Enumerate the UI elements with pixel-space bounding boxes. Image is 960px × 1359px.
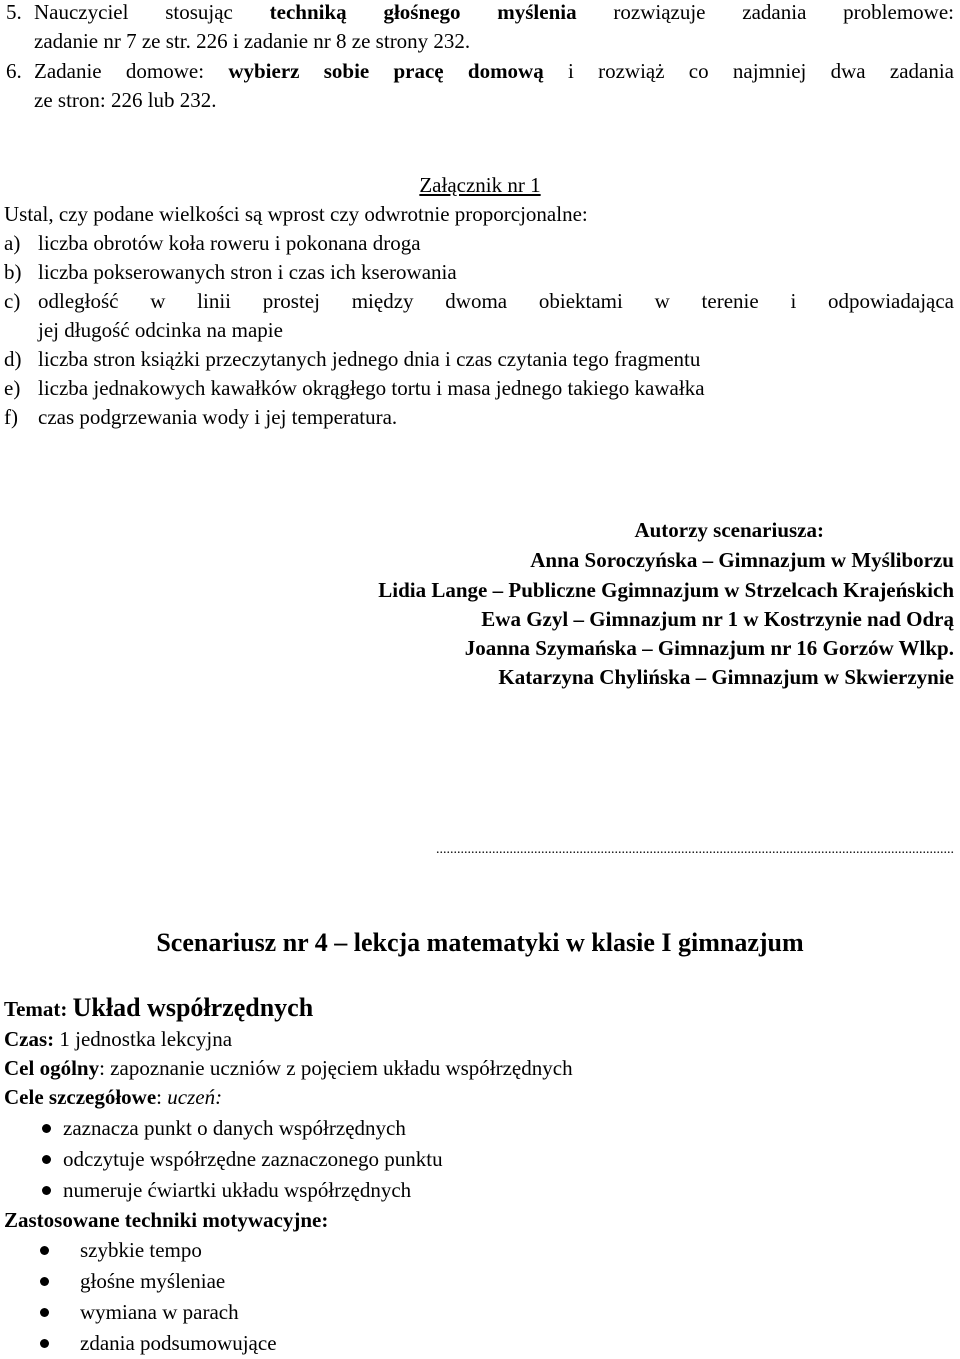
goal-value: : zapoznanie uczniów z pojęciem układu współrzędnych (99, 1056, 573, 1080)
annex-item-letter: d) (4, 347, 22, 371)
detailed-colon: : (156, 1085, 168, 1109)
authors-heading: Autorzy scenariusza: (634, 518, 824, 542)
list-item-6-line2: ze stron: 226 lub 232. (34, 88, 217, 112)
technique-item: szybkie tempo (80, 1238, 202, 1262)
author-line: Anna Soroczyńska – Gimnazjum w Myśliborzu (530, 548, 954, 572)
time-label: Czas: (4, 1027, 55, 1051)
time-value: 1 jednostka lekcyjna (54, 1027, 233, 1051)
bullet-icon (42, 1186, 51, 1195)
detailed-value: uczeń: (167, 1085, 223, 1109)
topic-label: Temat: (4, 997, 68, 1021)
annex-item-letter: a) (4, 231, 21, 255)
annex-item-letter: e) (4, 376, 21, 400)
list-number-5: 5. (6, 0, 22, 24)
annex-intro: Ustal, czy podane wielkości są wprost czy odwrotnie proporcjonalne: (4, 202, 588, 226)
annex-item-letter: f) (4, 405, 18, 429)
text-span: i rozwiąż co najmniej dwa zadania (543, 59, 954, 83)
goal-label: Cel ogólny (4, 1056, 100, 1080)
topic-line (4, 993, 313, 1023)
technique-item: zdania podsumowujące (80, 1331, 277, 1355)
annex-item-b: liczba pokserowanych stron i czas ich kserowania (38, 260, 457, 284)
author-line: Lidia Lange – Publiczne Ggimnazjum w Strzelcach Krajeńskich (378, 578, 954, 602)
technique-item: wymiana w parach (80, 1300, 239, 1324)
detailed-item: zaznacza punkt o danych współrzędnych (63, 1116, 406, 1140)
goal-line (4, 1056, 573, 1081)
text-span: Zadanie domowe: (34, 59, 229, 83)
annex-item-f: czas podgrzewania wody i jej temperatura. (38, 405, 398, 429)
detailed-item: odczytuje współrzędne zaznaczonego punktu (63, 1147, 443, 1171)
topic-value: Układ współrzędnych (72, 993, 314, 1022)
annex-item-c-cont: jej długość odcinka na mapie (38, 318, 283, 342)
list-number-6: 6. (6, 59, 22, 83)
detailed-label: Cele szczegółowe (4, 1085, 157, 1109)
detailed-item: numeruje ćwiartki układu współrzędnych (63, 1178, 412, 1202)
list-item-6-line1 (34, 59, 954, 84)
bullet-icon (42, 1155, 51, 1164)
author-line: Katarzyna Chylińska – Gimnazjum w Skwierzynie (498, 665, 954, 689)
annex-item-a: liczba obrotów koła roweru i pokonana droga (38, 231, 421, 255)
text-span: Nauczyciel stosując (34, 0, 270, 24)
scenario-title: Scenariusz nr 4 – lekcja matematyki w klasie I gimnazjum (156, 928, 804, 957)
time-line (4, 1027, 232, 1052)
bullet-icon (40, 1277, 49, 1286)
bullet-icon (40, 1246, 49, 1255)
emphasis-span: wybierz sobie pracę domową (228, 59, 544, 83)
author-line: Ewa Gzyl – Gimnazjum nr 1 w Kostrzynie nad Odrą (481, 607, 954, 631)
text-span: rozwiązuje zadania problemowe: (576, 0, 954, 24)
annex-item-e: liczba jednakowych kawałków okrągłego tortu i masa jednego takiego kawałka (38, 376, 705, 400)
list-item-5-line2: zadanie nr 7 ze str. 226 i zadanie nr 8 ze strony 232. (34, 29, 471, 53)
author-line: Joanna Szymańska – Gimnazjum nr 16 Gorzów Wlkp. (464, 636, 954, 660)
annex-item-d: liczba stron książki przeczytanych jednego dnia i czas czytania tego fragmentu (38, 347, 701, 371)
annex-item-c: odległość w linii prostej między dwoma obiektami w terenie i odpowiadająca (38, 289, 954, 313)
annex-item-letter: c) (4, 289, 21, 313)
annex-title: Załącznik nr 1 (419, 173, 541, 197)
annex-item-letter: b) (4, 260, 22, 284)
bullet-icon (40, 1339, 49, 1348)
dotted-separator: .................................................................................................................................................... (436, 842, 954, 857)
bullet-icon (40, 1308, 49, 1317)
emphasis-span: techniką głośnego myślenia (269, 0, 577, 24)
list-item-5-line1 (34, 0, 954, 25)
bullet-icon (42, 1124, 51, 1133)
technique-item: głośne myśleniae (80, 1269, 226, 1293)
techniques-label: Zastosowane techniki motywacyjne: (4, 1208, 329, 1232)
detailed-goals-line (4, 1085, 222, 1110)
